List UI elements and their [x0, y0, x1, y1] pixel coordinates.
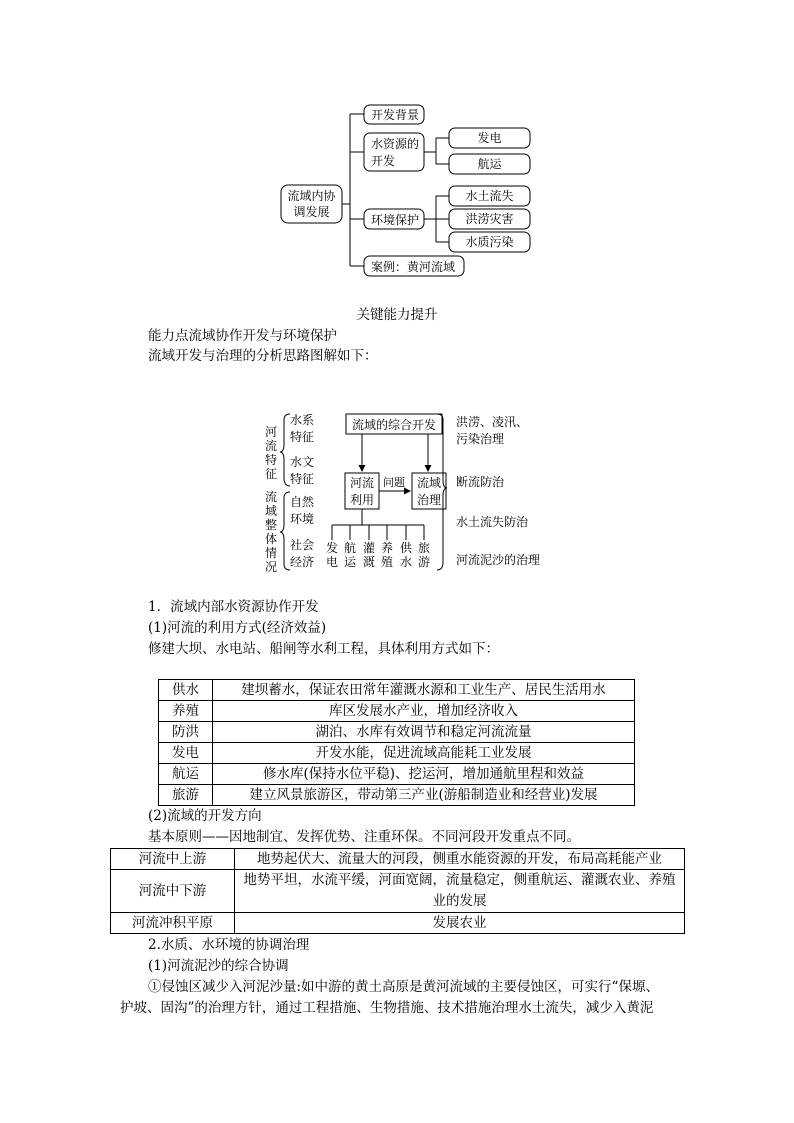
basin-overall-char: 况 — [264, 560, 278, 574]
social-econ-line-1: 社会 — [289, 538, 315, 552]
paragraph-6: 2.水质、水环境的协调治理 — [148, 937, 310, 953]
section-title: 关键能力提升 — [356, 307, 438, 323]
river-section-table — [110, 848, 685, 934]
use-item-char: 水 — [399, 555, 413, 569]
river-use-table — [158, 679, 635, 806]
use-item-char: 供 — [399, 541, 413, 555]
use-item-char: 航 — [343, 541, 357, 555]
basin-overall-char: 体 — [264, 532, 278, 546]
table-row — [159, 680, 635, 701]
river-features-char: 流 — [264, 439, 278, 453]
river-features-char: 征 — [264, 467, 278, 481]
table-row — [159, 764, 635, 785]
river-use-line-1: 河流 — [349, 476, 375, 490]
mindmap-branch-2-line-1: 水资源的 — [371, 137, 420, 151]
governance-item: 河流泥沙的治理 — [456, 553, 541, 567]
paragraph-8-line-2: 护坡、固沟”的治理方针，通过工程措施、生物措施、技术措施治理水土流失，减少入黄泥 — [120, 1000, 654, 1016]
hydrology-line-1: 水文 — [289, 455, 315, 469]
table-cell: 河流中下游 — [111, 870, 235, 913]
governance-line-1: 流域 — [416, 476, 442, 490]
river-features-char: 特 — [264, 453, 278, 467]
mindmap-leaf: 航运 — [477, 157, 502, 171]
table-cell: 建坝蓄水，保证农田常年灌溉水源和工业生产、居民生活用水 — [213, 680, 635, 701]
table-cell: 供水 — [159, 680, 213, 701]
table-cell: 旅游 — [159, 785, 213, 806]
table-row — [111, 913, 685, 934]
table-row — [159, 785, 635, 806]
mindmap-branch-2-line-2: 开发 — [371, 154, 396, 168]
use-item-char: 游 — [417, 555, 431, 569]
mindmap-branch-4: 案例：黄河流域 — [371, 260, 456, 274]
intro-text: 流域开发与治理的分析思路图解如下： — [148, 348, 378, 364]
basin-overall-char: 整 — [264, 518, 278, 532]
table-cell: 湖泊、水库有效调节和稳定河流流量 — [213, 722, 635, 743]
table-row — [111, 870, 685, 913]
paragraph-2: (1)河流的利用方式(经济效益) — [148, 620, 327, 636]
table-cell: 航运 — [159, 764, 213, 785]
use-item-char: 灌 — [362, 541, 376, 555]
table-cell: 防洪 — [159, 722, 213, 743]
mindmap-leaf: 水质污染 — [465, 235, 514, 249]
paragraph-8-line-1: ①侵蚀区减少入河泥沙量:如中游的黄土高原是黄河流域的主要侵蚀区，可实行“保塬、 — [148, 979, 659, 995]
mindmap-root-line-2: 调发展 — [293, 205, 330, 219]
governance-item: 断流防治 — [456, 475, 505, 489]
mindmap-diagram — [0, 0, 794, 290]
water-system-line-2: 特征 — [289, 430, 315, 444]
governance-item: 水土流失防治 — [456, 515, 529, 529]
paragraph-7: (1)河流泥沙的综合协调 — [148, 958, 289, 974]
table-cell: 修水库(保持水位平稳)、挖运河，增加通航里程和效益 — [213, 764, 635, 785]
table-cell: 地势起伏大、流量大的河段，侧重水能资源的开发，布局高耗能产业 — [235, 849, 685, 870]
use-item-char: 运 — [343, 555, 357, 569]
use-item-char: 养 — [380, 541, 394, 555]
natural-env-line-2: 环境 — [289, 512, 315, 526]
table-cell: 地势平坦，水流平缓，河面宽阔，流量稳定，侧重航运、灌溉农业、养殖业的发展 — [235, 870, 685, 913]
river-features-char: 河 — [264, 425, 278, 439]
basin-overall-char: 情 — [264, 546, 278, 560]
use-item-char: 殖 — [380, 555, 394, 569]
ability-point: 能力点流域协作开发与环境保护 — [148, 328, 337, 344]
paragraph-5: 基本原则——因地制宜、发挥优势、注重环保。不同河段开发重点不同。 — [148, 829, 580, 845]
table-row — [159, 743, 635, 764]
table-row — [159, 722, 635, 743]
mindmap-branch-3: 环境保护 — [371, 213, 420, 227]
use-item-char: 电 — [325, 555, 339, 569]
social-econ-line-2: 经济 — [289, 555, 315, 569]
river-use-line-2: 利用 — [349, 493, 375, 507]
paragraph-3: 修建大坝、水电站、船闸等水利工程，具体利用方式如下： — [148, 641, 499, 657]
governance-item: 污染治理 — [456, 432, 505, 446]
governance-item: 洪涝、凌汛、 — [456, 415, 529, 429]
table-cell: 发展农业 — [235, 913, 685, 934]
mindmap-root-line-1: 流域内协 — [287, 189, 336, 203]
water-system-line-1: 水系 — [289, 413, 315, 427]
use-item-char: 发 — [325, 541, 339, 555]
basin-overall-char: 域 — [264, 504, 278, 518]
table-cell: 建立风景旅游区，带动第三产业(游船制造业和经营业)发展 — [213, 785, 635, 806]
table-row — [111, 849, 685, 870]
basin-overall-char: 流 — [264, 490, 278, 504]
natural-env-line-1: 自然 — [289, 495, 315, 509]
governance-line-2: 治理 — [416, 493, 442, 507]
problem-arrow-label: 问题 — [383, 476, 405, 489]
paragraph-4: (2)流域的开发方向 — [148, 808, 262, 824]
mindmap-leaf: 发电 — [477, 131, 502, 145]
use-item-char: 溉 — [362, 555, 376, 569]
use-item-char: 旅 — [417, 541, 431, 555]
mindmap-leaf: 水土流失 — [465, 189, 514, 203]
flow-diagram — [0, 400, 794, 580]
table-cell: 开发水能，促进流域高能耗工业发展 — [213, 743, 635, 764]
table-cell: 河流中上游 — [111, 849, 235, 870]
table-cell: 库区发展水产业，增加经济收入 — [213, 701, 635, 722]
hydrology-line-2: 特征 — [289, 472, 315, 486]
table-cell: 发电 — [159, 743, 213, 764]
mindmap-leaf: 洪涝灾害 — [465, 212, 514, 226]
paragraph-1: 1．流域内部水资源协作开发 — [148, 599, 319, 615]
table-row — [159, 701, 635, 722]
mindmap-branch-1: 开发背景 — [371, 108, 420, 122]
table-cell: 河流冲积平原 — [111, 913, 235, 934]
table-cell: 养殖 — [159, 701, 213, 722]
comprehensive-development-label: 流域的综合开发 — [351, 418, 437, 432]
